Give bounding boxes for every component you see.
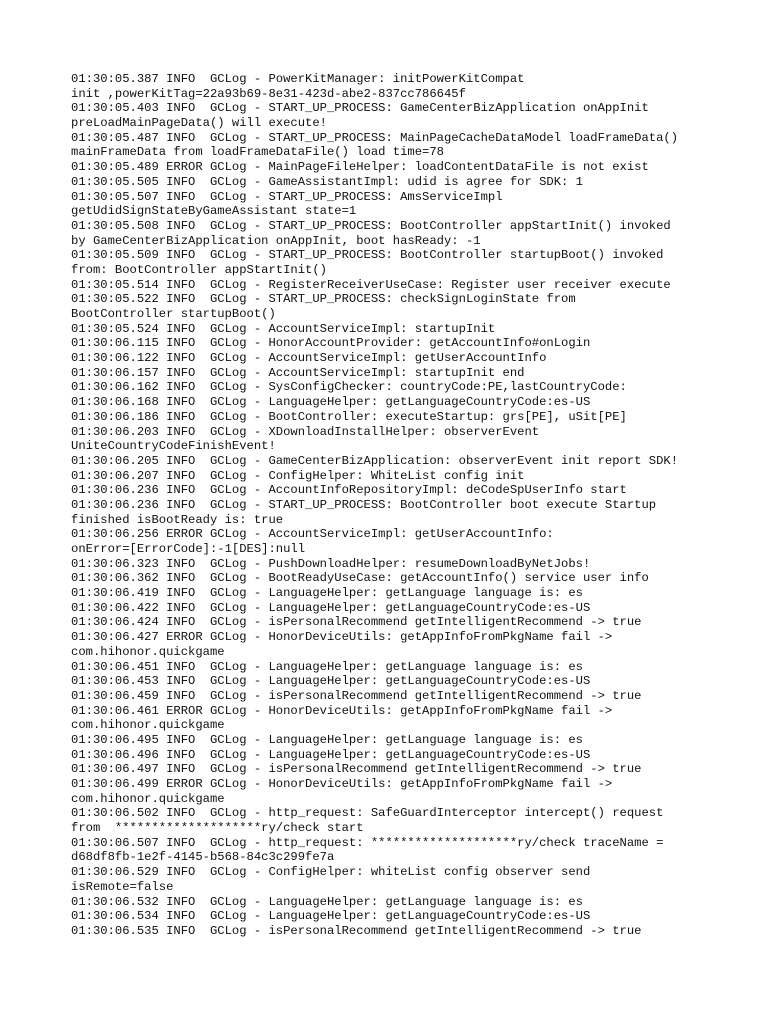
log-line: 01:30:05.522 INFO GCLog - START_UP_PROCESS: checkSignLoginState from bbox=[71, 292, 576, 307]
log-line: from ********************ry/check start bbox=[71, 821, 364, 836]
log-line: from: BootController appStartInit() bbox=[71, 262, 327, 277]
log-line: 01:30:06.362 INFO GCLog - BootReadyUseCase: getAccountInfo() service user info bbox=[71, 571, 649, 586]
log-line: 01:30:06.323 INFO GCLog - PushDownloadHelper: resumeDownloadByNetJobs! bbox=[71, 556, 591, 571]
log-line: d68df8fb-1e2f-4145-b568-84c3c299fe7a bbox=[71, 850, 335, 865]
log-line: UniteCountryCodeFinishEvent! bbox=[71, 439, 276, 454]
log-line: 01:30:06.422 INFO GCLog - LanguageHelper: getLanguageCountryCode:es-US bbox=[71, 600, 591, 615]
log-line: 01:30:06.256 ERROR GCLog - AccountServiceImpl: getUserAccountInfo: bbox=[71, 527, 554, 542]
log-line: 01:30:05.507 INFO GCLog - START_UP_PROCESS: AmsServiceImpl bbox=[71, 189, 503, 204]
log-line: com.hihonor.quickgame bbox=[71, 718, 225, 733]
log-line: by GameCenterBizApplication onAppInit, boot hasReady: -1 bbox=[71, 233, 481, 248]
log-line: 01:30:06.236 INFO GCLog - START_UP_PROCESS: BootController boot execute Startup bbox=[71, 497, 657, 512]
log-line: 01:30:06.495 INFO GCLog - LanguageHelper: getLanguage language is: es bbox=[71, 732, 583, 747]
log-line: 01:30:06.122 INFO GCLog - AccountServiceImpl: getUserAccountInfo bbox=[71, 351, 547, 366]
log-line: 01:30:06.186 INFO GCLog - BootController: executeStartup: grs[PE], uSit[PE] bbox=[71, 409, 627, 424]
log-line: 01:30:06.424 INFO GCLog - isPersonalRecommend getIntelligentRecommend -> true bbox=[71, 615, 642, 630]
log-line: 01:30:05.524 INFO GCLog - AccountServiceImpl: startupInit bbox=[71, 321, 496, 336]
log-line: 01:30:06.535 INFO GCLog - isPersonalRecommend getIntelligentRecommend -> true bbox=[71, 923, 642, 938]
log-line: getUdidSignStateByGameAssistant state=1 bbox=[71, 204, 357, 219]
log-line: 01:30:06.451 INFO GCLog - LanguageHelper: getLanguage language is: es bbox=[71, 659, 583, 674]
log-line: 01:30:05.505 INFO GCLog - GameAssistantImpl: udid is agree for SDK: 1 bbox=[71, 174, 583, 189]
log-line: 01:30:06.496 INFO GCLog - LanguageHelper: getLanguageCountryCode:es-US bbox=[71, 747, 591, 762]
log-line: 01:30:06.157 INFO GCLog - AccountServiceImpl: startupInit end bbox=[71, 365, 525, 380]
log-line: 01:30:05.508 INFO GCLog - START_UP_PROCESS: BootController appStartInit() invoked bbox=[71, 218, 671, 233]
log-line: 01:30:06.236 INFO GCLog - AccountInfoRepositoryImpl: deCodeSpUserInfo start bbox=[71, 483, 627, 498]
log-line: 01:30:05.489 ERROR GCLog - MainPageFileHelper: loadContentDataFile is not exist bbox=[71, 160, 649, 175]
log-line: preLoadMainPageData() will execute! bbox=[71, 116, 327, 131]
log-line: com.hihonor.quickgame bbox=[71, 791, 225, 806]
log-line: 01:30:06.203 INFO GCLog - XDownloadInstallHelper: observerEvent bbox=[71, 424, 540, 439]
log-line: 01:30:06.499 ERROR GCLog - HonorDeviceUtils: getAppInfoFromPkgName fail -> bbox=[71, 777, 613, 791]
log-line: 01:30:06.497 INFO GCLog - isPersonalRecommend getIntelligentRecommend -> true bbox=[71, 762, 642, 777]
log-line: BootController startupBoot() bbox=[71, 307, 276, 321]
log-line: 01:30:06.529 INFO GCLog - ConfigHelper: whiteList config observer send bbox=[71, 865, 591, 880]
log-line: com.hihonor.quickgame bbox=[71, 644, 225, 659]
log-line: 01:30:06.162 INFO GCLog - SysConfigChecker: countryCode:PE,lastCountryCode: bbox=[71, 380, 627, 395]
log-line: 01:30:06.461 ERROR GCLog - HonorDeviceUtils: getAppInfoFromPkgName fail -> bbox=[71, 703, 613, 718]
log-line: 01:30:06.168 INFO GCLog - LanguageHelper: getLanguageCountryCode:es-US bbox=[71, 395, 591, 410]
log-line: mainFrameData from loadFrameDataFile() load time=78 bbox=[71, 145, 444, 160]
log-line: 01:30:06.534 INFO GCLog - LanguageHelper: getLanguageCountryCode:es-US bbox=[71, 909, 591, 924]
log-page bbox=[71, 72, 761, 939]
log-line: init ,powerKitTag=22a93b69-8e31-423d-abe2-837cc786645f bbox=[71, 86, 466, 101]
log-line: 01:30:05.509 INFO GCLog - START_UP_PROCESS: BootController startupBoot() invoked bbox=[71, 248, 664, 263]
log-line: 01:30:06.459 INFO GCLog - isPersonalRecommend getIntelligentRecommend -> true bbox=[71, 688, 642, 703]
log-line: onError=[ErrorCode]:-1[DES]:null bbox=[71, 542, 306, 556]
log-line: isRemote=false bbox=[71, 879, 174, 894]
log-line: 01:30:05.403 INFO GCLog - START_UP_PROCESS: GameCenterBizApplication onAppInit bbox=[71, 101, 649, 116]
log-line: 01:30:06.453 INFO GCLog - LanguageHelper: getLanguageCountryCode:es-US bbox=[71, 674, 591, 689]
log-text bbox=[71, 72, 761, 939]
log-line: 01:30:06.207 INFO GCLog - ConfigHelper: WhiteList config init bbox=[71, 468, 525, 483]
log-line: 01:30:05.487 INFO GCLog - START_UP_PROCESS: MainPageCacheDataModel loadFrameData() bbox=[71, 130, 679, 145]
log-line: 01:30:06.115 INFO GCLog - HonorAccountProvider: getAccountInfo#onLogin bbox=[71, 336, 591, 351]
log-line: finished isBootReady is: true bbox=[71, 512, 284, 527]
log-line: 01:30:06.532 INFO GCLog - LanguageHelper: getLanguage language is: es bbox=[71, 894, 583, 909]
log-line: 01:30:05.387 INFO GCLog - PowerKitManager: initPowerKitCompat bbox=[71, 72, 525, 86]
log-line: 01:30:06.205 INFO GCLog - GameCenterBizApplication: observerEvent init report SDK! bbox=[71, 453, 679, 468]
log-line: 01:30:06.419 INFO GCLog - LanguageHelper: getLanguage language is: es bbox=[71, 586, 583, 601]
log-line: 01:30:06.507 INFO GCLog - http_request: ********************ry/check traceName = bbox=[71, 835, 664, 850]
log-line: 01:30:06.427 ERROR GCLog - HonorDeviceUtils: getAppInfoFromPkgName fail -> bbox=[71, 630, 613, 645]
log-line: 01:30:06.502 INFO GCLog - http_request: SafeGuardInterceptor intercept() request bbox=[71, 806, 664, 821]
log-line: 01:30:05.514 INFO GCLog - RegisterReceiverUseCase: Register user receiver execute bbox=[71, 277, 671, 292]
